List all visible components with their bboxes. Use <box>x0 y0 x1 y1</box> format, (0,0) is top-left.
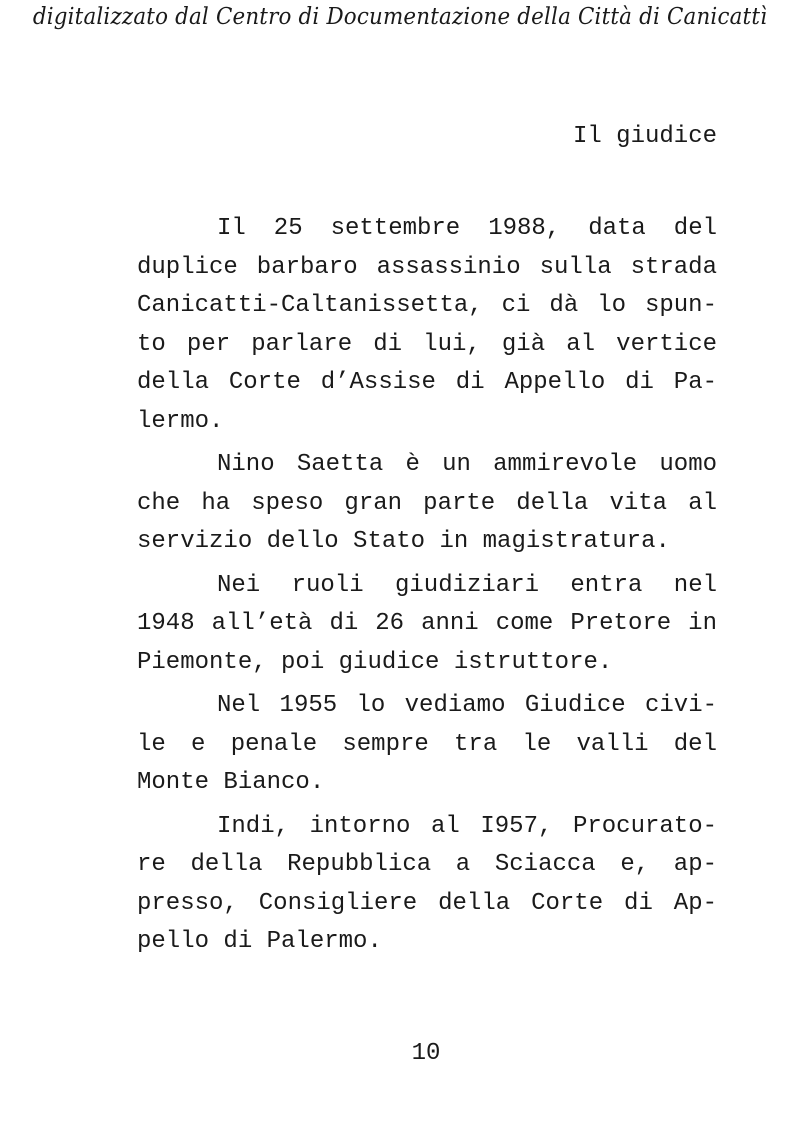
document-page <box>137 118 717 962</box>
text-line: Piemonte, poi giudice istruttore. <box>137 648 613 676</box>
paragraph-5 <box>137 808 717 962</box>
text-line: Indi, intorno al I957, Procurato- <box>217 812 717 840</box>
text-line: Monte Bianco. <box>137 769 325 796</box>
paragraph-1 <box>137 210 717 441</box>
text-line: duplice barbaro assassinio sulla strada <box>137 253 717 281</box>
paragraph-4 <box>137 687 717 803</box>
paragraph-2 <box>137 446 717 562</box>
text-line: re della Repubblica a Sciacca e, ap- <box>137 851 717 878</box>
text-line: presso, Consigliere della Corte di Ap- <box>137 889 717 917</box>
text-line: Canicatti-Caltanissetta, ci dà lo spun- <box>137 292 717 319</box>
paragraph-3 <box>137 567 717 683</box>
text-line: le e penale sempre tra le valli del <box>137 730 717 758</box>
text-line: Nei ruoli giudiziari entra nel <box>217 571 717 599</box>
page-title: Il giudice <box>572 123 717 150</box>
page-number: 10 <box>411 1040 441 1067</box>
text-line: to per parlare di lui, già al vertice <box>137 330 717 358</box>
text-line: Nino Saetta è un ammirevole uomo <box>217 451 717 478</box>
digitization-watermark: digitalizzato dal Centro di Documentazione della Città di Canicattì <box>32 4 768 30</box>
text-line: servizio dello Stato in magistratura. <box>137 528 670 555</box>
text-line: Nel 1955 lo vediamo Giudice civi- <box>217 692 717 719</box>
text-line: pello di Palermo. <box>137 928 382 955</box>
text-line: che ha speso gran parte della vita al <box>137 489 717 517</box>
text-line: lermo. <box>137 407 224 435</box>
title-spacer <box>137 156 717 210</box>
text-line: Il 25 settembre 1988, data del <box>217 215 717 242</box>
text-line: della Corte d’Assise di Appello di Pa- <box>137 369 717 396</box>
text-line: 1948 all’età di 26 anni come Pretore in <box>137 610 717 637</box>
